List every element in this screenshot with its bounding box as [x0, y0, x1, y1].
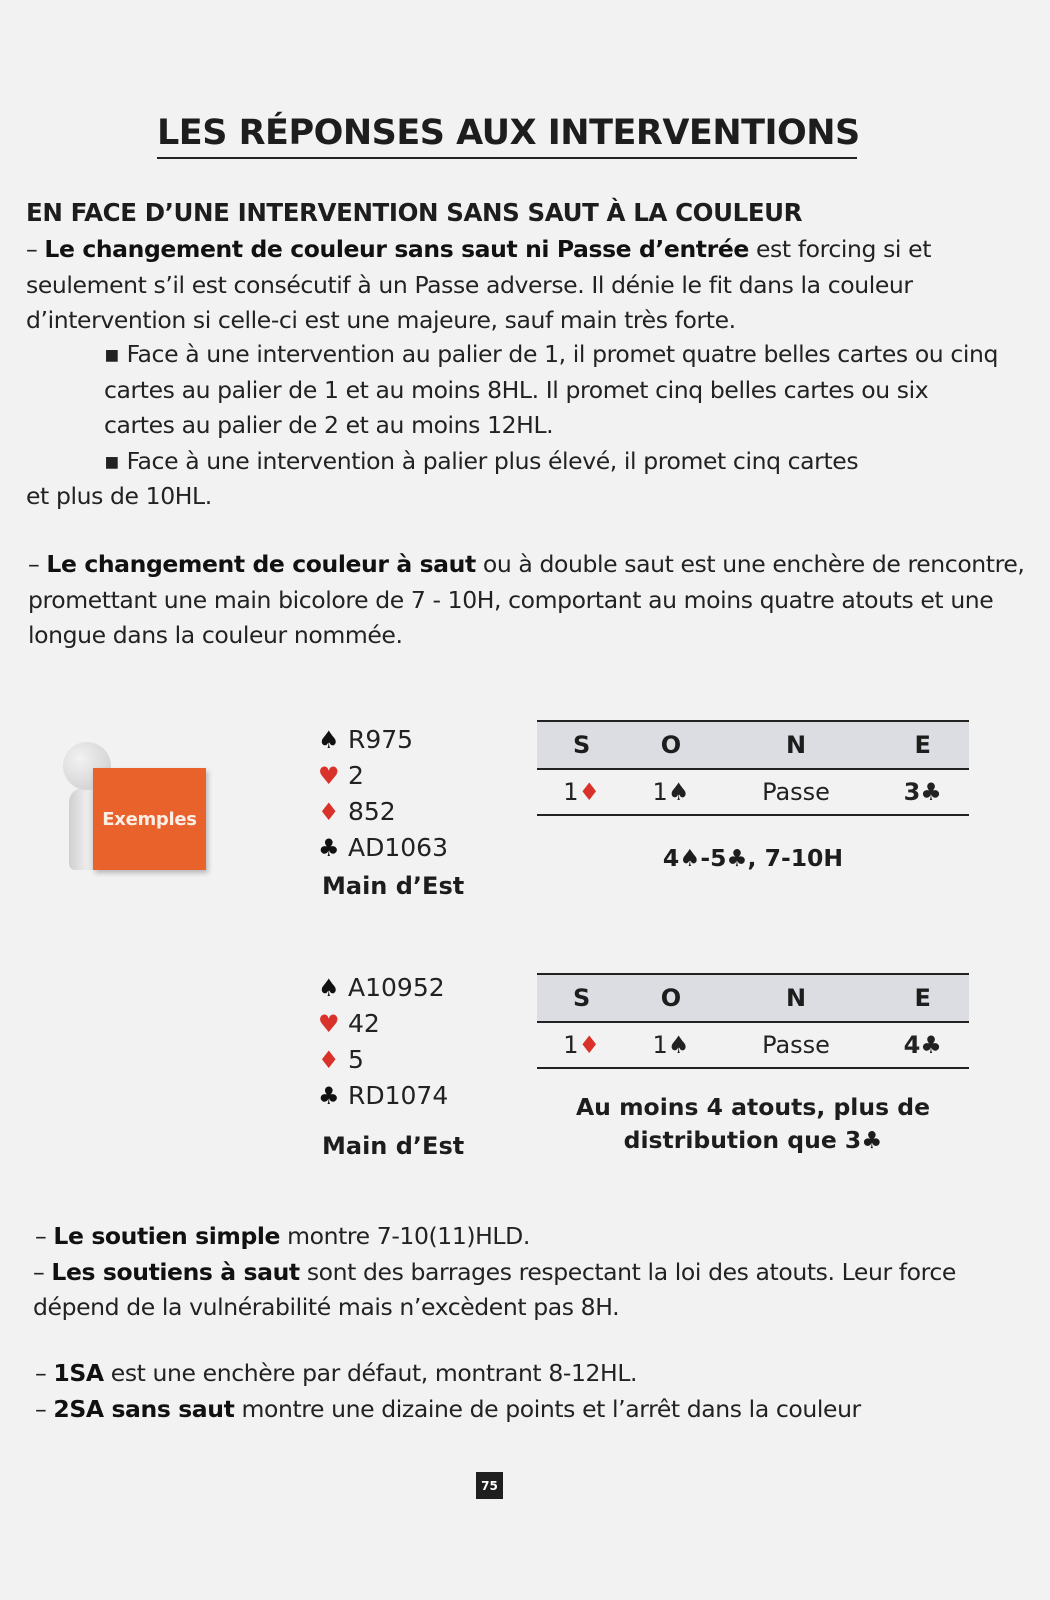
bid-level: 1 — [652, 778, 668, 806]
club-icon: ♣ — [318, 1082, 340, 1110]
paragraph-soutiens — [35, 1219, 1035, 1326]
club-icon: ♣ — [920, 1031, 942, 1059]
diamond-icon: ♦ — [578, 1031, 601, 1059]
diamond-icon: ♦ — [318, 798, 340, 826]
section-heading: EN FACE D’UNE INTERVENTION SANS SAUT À LA COULEUR — [26, 198, 803, 227]
hand-row-spades — [318, 970, 464, 1006]
dash: – — [35, 1359, 54, 1387]
hand-example-1 — [318, 722, 464, 904]
line-soutiens-a-saut — [33, 1255, 1035, 1326]
page-title: LES RÉPONSES AUX INTERVENTIONS — [157, 113, 857, 159]
bullet-palier-eleve-continued: et plus de 10HL. — [26, 482, 212, 510]
bidding-row — [537, 769, 969, 815]
bidding-example-1 — [537, 720, 969, 875]
page-number: 75 — [476, 1472, 503, 1499]
heart-icon: ♥ — [318, 1010, 340, 1038]
spade-icon: ♠ — [667, 778, 690, 806]
hand-row-spades — [318, 722, 464, 758]
hand-row-hearts — [318, 758, 464, 794]
bidding-header-row — [537, 974, 969, 1022]
bidding-table — [537, 720, 969, 816]
examples-sign — [93, 768, 206, 870]
paragraph-text: est une enchère par défaut, montrant 8-12HL. — [103, 1359, 638, 1387]
cards: 42 — [348, 1009, 380, 1038]
spade-icon: ♠ — [318, 726, 340, 754]
paragraph-text: ou à double saut est une enchère de rencontre, promettant une main bicolore de 7 - 10H, comportant au moins quatre atouts et une longue dans la couleur nommée. — [28, 550, 1025, 649]
hand-row-diamonds — [318, 794, 464, 830]
bid-level: 1 — [563, 1031, 579, 1059]
dash: – — [33, 1257, 52, 1286]
header-north: N — [716, 721, 877, 769]
hand-row-clubs — [318, 830, 464, 866]
bid-north — [716, 769, 877, 815]
line-soutien-simple — [35, 1219, 1035, 1255]
bold-term: Le changement de couleur à saut — [46, 550, 476, 578]
bid-east — [876, 1022, 969, 1068]
cards: R975 — [348, 725, 414, 754]
bid-west — [626, 769, 715, 815]
examples-badge — [55, 740, 215, 875]
club-icon: ♣ — [920, 778, 942, 806]
bid-east — [876, 769, 969, 815]
dash: – — [28, 550, 47, 578]
hand-example-2 — [318, 970, 464, 1164]
bullet-palier-eleve: ▪ Face à une intervention à palier plus élevé, il promet cinq cartes — [104, 447, 859, 475]
bold-term: 1SA — [53, 1359, 104, 1387]
cards: AD1063 — [348, 833, 448, 862]
paragraph-changement-sans-saut — [26, 232, 1026, 339]
bidding-header-row — [537, 721, 969, 769]
line-2sa — [35, 1392, 1035, 1428]
bidding-conclusion: Au moins 4 atouts, plus de distribution que 3♣ — [575, 1093, 931, 1154]
header-east: E — [876, 974, 969, 1022]
header-south: S — [537, 721, 626, 769]
bid-south — [537, 769, 626, 815]
diamond-icon: ♦ — [578, 778, 601, 806]
paragraph-text: est forcing si et seulement s’il est consécutif à un Passe adverse. Il dénie le fit dans la couleur d’intervention si celle-ci est une majeure, sauf main très forte. — [26, 235, 932, 334]
examples-label: Exemples — [102, 808, 197, 830]
hand-label: Main d’Est — [322, 1132, 465, 1160]
bidding-row — [537, 1022, 969, 1068]
cards: 5 — [348, 1045, 364, 1074]
bold-term: Le changement de couleur sans saut ni Passe d’entrée — [44, 235, 749, 263]
dash: – — [26, 235, 45, 263]
bidding-conclusion: 4♠-5♣, 7-10H — [662, 844, 844, 872]
hand-row-diamonds — [318, 1042, 464, 1078]
bid-level: 3 — [903, 778, 921, 806]
header-east: E — [876, 721, 969, 769]
header-south: S — [537, 974, 626, 1022]
bid-level: 4 — [903, 1031, 921, 1059]
header-west: O — [626, 721, 715, 769]
cards: 2 — [348, 761, 364, 790]
spade-icon: ♠ — [318, 974, 340, 1002]
paragraph-sa — [35, 1356, 1035, 1427]
bold-term: 2SA sans saut — [53, 1394, 235, 1423]
heart-icon: ♥ — [318, 762, 340, 790]
hand-row-clubs — [318, 1078, 464, 1114]
club-icon: ♣ — [318, 834, 340, 862]
cards: RD1074 — [348, 1081, 449, 1110]
cards: A10952 — [348, 973, 445, 1002]
bid-level: Passe — [762, 778, 830, 806]
bid-north — [716, 1022, 877, 1068]
line-1sa — [35, 1356, 1035, 1392]
hand-label: Main d’Est — [322, 872, 465, 900]
paragraph-text: sont des barrages respectant la loi des atouts. Leur force dépend de la vulnérabilité mais n’excèdent pas 8H. — [33, 1257, 956, 1321]
dash: – — [35, 1394, 54, 1423]
paragraph-text: montre une dizaine de points et l’arrêt dans la couleur — [234, 1394, 861, 1423]
bid-level: 1 — [652, 1031, 668, 1059]
hand-row-hearts — [318, 1006, 464, 1042]
header-north: N — [716, 974, 877, 1022]
bidding-table — [537, 973, 969, 1069]
bold-term: Le soutien simple — [53, 1222, 281, 1250]
diamond-icon: ♦ — [318, 1046, 340, 1074]
bold-term: Les soutiens à saut — [51, 1257, 300, 1286]
bid-west — [626, 1022, 715, 1068]
header-west: O — [626, 974, 715, 1022]
bid-south — [537, 1022, 626, 1068]
paragraph-changement-a-saut — [28, 547, 1028, 654]
cards: 852 — [348, 797, 396, 826]
dash: – — [35, 1222, 54, 1250]
bullet-palier-1: ▪ Face à une intervention au palier de 1, il promet quatre belles cartes ou cinq cartes au palier de 1 et au moins 8HL. Il promet cinq belles cartes ou six cartes au palier de 2 et au moins 12HL. — [104, 340, 999, 439]
bidding-example-2 — [537, 973, 969, 1157]
spade-icon: ♠ — [667, 1031, 690, 1059]
bid-level: 1 — [563, 778, 579, 806]
paragraph-text: montre 7-10(11)HLD. — [280, 1222, 530, 1250]
bid-level: Passe — [762, 1031, 830, 1059]
